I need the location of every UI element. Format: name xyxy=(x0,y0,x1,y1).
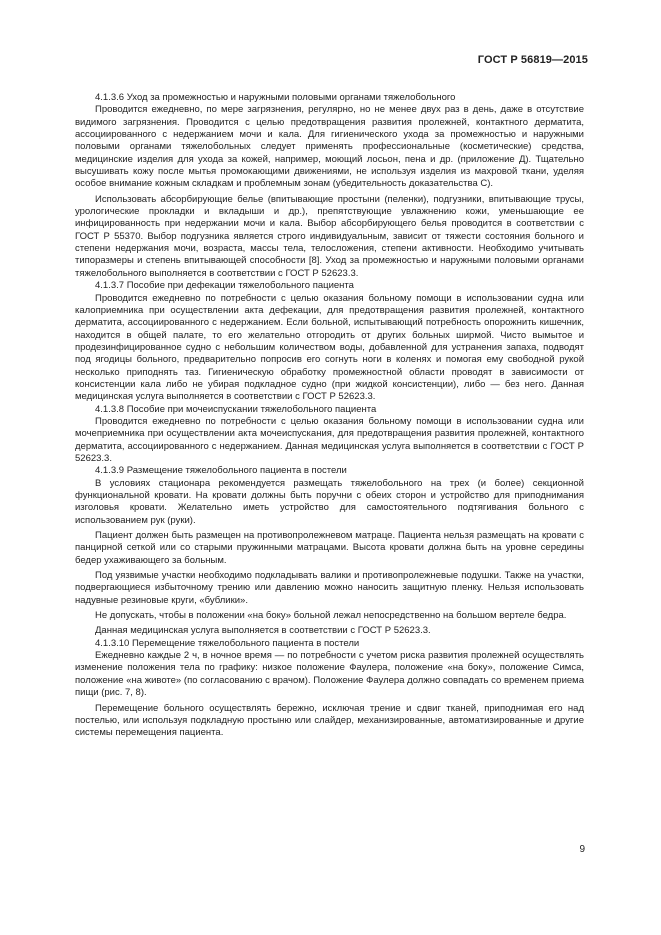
paragraph: Использовать абсорбирующие белье (впитывающие простыни (пеленки), подгузники, впитывающие трусы, урологические прокладки и вкладыши и др.), препятствующие увлажнению кожи, уменьшающие ее инфицированность при недержании мочи и кала. Выбор абсорбирующего белья проводится в соответствии с ГОСТ Р 55370. Выбор подгузника является строго индивидуальным, зависит от тяжести состояния больного и степени недержания мочи, возраста, массы тела, телосложения, степени активности. Необходимо учитывать типоразмеры и степень впитывающей способности [8]. Уход за промежностью и наружными половыми органами тяжелобольного выполняется в соответствии с ГОСТ Р 52623.3. xyxy=(75,193,584,279)
paragraph: Проводится ежедневно, по мере загрязнения, регулярно, но не менее двух раз в день, даже в отсутствие видимого загрязнения. Проводится с целью предотвращения развития пролежней, контактного дерматита, ассоциированного с недержанием мочи и кала. Для гигиенического ухода за промежностью и наружными половыми органами тяжелобольных следует применять профессиональные (косметические) средства, медицинские изделия для ухода за кожей, например, моющий лосьон, пена и др. (приложение Д). Тщательно высушивать кожу после мытья промокающими движениями, не используя изделия из махровой ткани, уделяя особое внимание кожным складкам и проблемным зонам (убедительность доказательства С). xyxy=(75,104,584,190)
paragraph: Пациент должен быть размещен на противопролежневом матраце. Пациента нельзя размещать на кровати с панцирной сеткой или со старыми пружинными матрацами. Высота кровати должна быть на уровне середины бедер ухаживающего за больным. xyxy=(75,530,584,566)
paragraph: Проводится ежедневно по потребности с целью оказания больному помощи в использовании судна или мочеприемника при осуществлении акта мочеиспускания, для предотвращения развития пролежней, контактного дерматита, ассоциированного с недержанием. Данная медицинская услуга выполняется в соответствии с ГОСТ Р 52623.3. xyxy=(75,415,584,464)
document-body xyxy=(75,92,584,740)
paragraph: Ежедневно каждые 2 ч, в ночное время — по потребности с учетом риска развития пролежней осуществлять изменение положения тела по графику: низкое положение Фаулера, положение «на боку», положение Симса, положение «на животе» (по согласованию с врачом). Положение Фаулера должно совпадать со временем приема пищи (рис. 7, 8). xyxy=(75,650,584,699)
section-heading-4-1-3-9: 4.1.3.9 Размещение тяжелобольного пациента в постели xyxy=(95,465,347,477)
paragraph: Проводится ежедневно по потребности с целью оказания больному помощи в использовании судна или калоприемника при осуществлении акта дефекации, для предотвращения развития пролежней, контактного дерматита, ассоциированного с недержанием. Если больной, испытывающий потребность опорожнить кишечник, находится в общей палате, то его желательно отгородить от других больных ширмой. Чисто вымытое и продезинфицированное судно с небольшим количеством воды, добавленной для устранения запаха, подводят под ягодицы больного, предварительно попросив его согнуть ноги в коленях и помогая ему свободной рукой несколько приподнять таз. Гигиеническую обработку промежностной области проводят в зависимости от консистенции кала либо не убирая подкладное судно (при жидкой консистенции), либо — без него. Данная медицинская услуга выполняется в соответствии с ГОСТ Р 52623.3. xyxy=(75,292,584,403)
section-heading-4-1-3-8: 4.1.3.8 Пособие при мочеиспускании тяжелобольного пациента xyxy=(95,403,377,415)
paragraph: В условиях стационара рекомендуется размещать тяжелобольного на трех (и более) секционной функциональной кровати. На кровати должны быть поручни с обеих сторон и устройство для приподнимания изголовья кровати. Желательно иметь устройство для самостоятельного подтягивания больного с использованием рук (руки). xyxy=(75,477,584,526)
paragraph: Перемещение больного осуществлять бережно, исключая трение и сдвиг тканей, приподнимая его над постелью, или используя подкладную простыню или слайдер, механизированные, автоматизированные и другие системы перемещения пациента. xyxy=(75,702,584,739)
section-heading-4-1-3-7: 4.1.3.7 Пособие при дефекации тяжелобольного пациента xyxy=(95,280,354,292)
paragraph: Данная медицинская услуга выполняется в соответствии с ГОСТ Р 52623.3. xyxy=(95,625,431,637)
document-header: ГОСТ Р 56819—2015 xyxy=(477,54,588,66)
paragraph: Не допускать, чтобы в положении «на боку» больной лежал непосредственно на большом вертеле бедра. xyxy=(95,610,567,622)
section-heading-4-1-3-6: 4.1.3.6 Уход за промежностью и наружными половыми органами тяжелобольного xyxy=(95,92,456,103)
paragraph: Под уязвимые участки необходимо подкладывать валики и противопролежневые подушки. Также на участки, подвергающиеся избыточному трению или давлению можно наносить защитную пленку. Нельзя использовать надувные резиновые круги, «бублики». xyxy=(75,570,584,606)
section-heading-4-1-3-10: 4.1.3.10 Перемещение тяжелобольного пациента в постели xyxy=(95,637,360,649)
page-number: 9 xyxy=(579,844,585,855)
